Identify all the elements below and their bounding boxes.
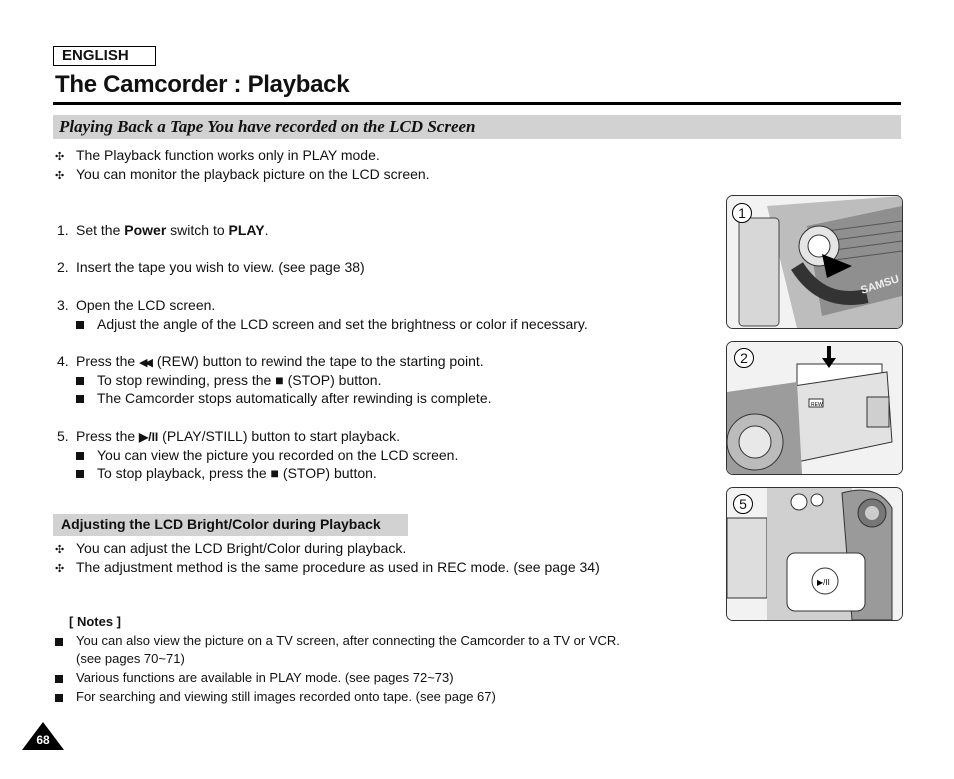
subsection-item: ✣ The adjustment method is the same procedure as used in REC mode. (see page 34) bbox=[55, 559, 600, 575]
camcorder-power-illustration bbox=[727, 196, 902, 328]
figure-2-photo bbox=[726, 341, 903, 475]
notes-heading: [ Notes ] bbox=[69, 614, 121, 629]
step-5: 5. Press the ▶/II (PLAY/STILL) button to start playback. bbox=[57, 428, 401, 444]
subsection-item: ✣ You can adjust the LCD Bright/Color during playback. bbox=[55, 540, 407, 556]
note-item: Various functions are available in PLAY mode. (see pages 72~73) bbox=[55, 669, 63, 687]
note-item: For searching and viewing still images recorded onto tape. (see page 67) bbox=[55, 688, 63, 706]
subsection-title: Adjusting the LCD Bright/Color during Playback bbox=[61, 516, 381, 532]
title-rule bbox=[53, 102, 901, 105]
step-5-bullet: You can view the picture you recorded on the LCD screen. bbox=[76, 446, 84, 464]
square-bullet-icon bbox=[55, 675, 63, 683]
step-2: 2. Insert the tape you wish to view. (see page 38) bbox=[57, 259, 365, 275]
square-bullet-icon bbox=[76, 470, 84, 478]
square-bullet-icon bbox=[55, 694, 63, 702]
stop-icon: ■ bbox=[275, 372, 284, 388]
step-4-bullet: The Camcorder stops automatically after rewinding is complete. bbox=[76, 389, 84, 407]
play-still-icon: ▶/II bbox=[139, 430, 159, 444]
cross-bullet-icon: ✣ bbox=[55, 563, 65, 575]
stop-icon: ■ bbox=[270, 465, 280, 481]
svg-text:SAMSU: SAMSU bbox=[859, 273, 901, 297]
page-number: 68 bbox=[36, 733, 50, 747]
figure-number: 2 bbox=[734, 348, 754, 368]
step-4: 4. Press the ◀◀ (REW) button to rewind the tape to the starting point. bbox=[57, 353, 484, 369]
note-item-cont: (see pages 70~71) bbox=[76, 651, 185, 666]
page-title: The Camcorder : Playback bbox=[55, 71, 350, 98]
square-bullet-icon bbox=[76, 321, 84, 329]
language-label: ENGLISH bbox=[53, 46, 156, 66]
camcorder-play-illustration bbox=[727, 488, 902, 620]
figure-3-photo bbox=[726, 487, 903, 621]
cross-bullet-icon: ✣ bbox=[55, 544, 65, 556]
note-item: You can also view the picture on a TV screen, after connecting the Camcorder to a TV or VCR. bbox=[55, 632, 63, 650]
step-4-bullet: To stop rewinding, press the ■ (STOP) button. bbox=[76, 371, 84, 389]
intro-item: ✣ You can monitor the playback picture on the LCD screen. bbox=[55, 166, 430, 182]
square-bullet-icon bbox=[76, 452, 84, 460]
square-bullet-icon bbox=[55, 638, 63, 646]
intro-item: ✣ The Playback function works only in PLAY mode. bbox=[55, 147, 380, 163]
figure-number: 5 bbox=[733, 494, 753, 514]
section-title: Playing Back a Tape You have recorded on the LCD Screen bbox=[59, 117, 476, 136]
square-bullet-icon bbox=[76, 395, 84, 403]
square-bullet-icon bbox=[76, 377, 84, 385]
cross-bullet-icon: ✣ bbox=[55, 170, 65, 182]
svg-text:▶/II: ▶/II bbox=[817, 578, 830, 587]
cross-bullet-icon: ✣ bbox=[55, 151, 65, 163]
step-3: 3. Open the LCD screen. bbox=[57, 297, 216, 313]
rewind-icon: ◀◀ bbox=[139, 357, 150, 369]
figure-number: 1 bbox=[732, 203, 752, 223]
step-1: 1. Set the Power switch to PLAY. bbox=[57, 222, 269, 238]
step-5-bullet: To stop playback, press the ■ (STOP) button. bbox=[76, 464, 84, 482]
svg-text:REW: REW bbox=[811, 402, 823, 408]
figure-1-photo bbox=[726, 195, 903, 329]
step-3-bullet: Adjust the angle of the LCD screen and set the brightness or color if necessary. bbox=[76, 315, 84, 333]
